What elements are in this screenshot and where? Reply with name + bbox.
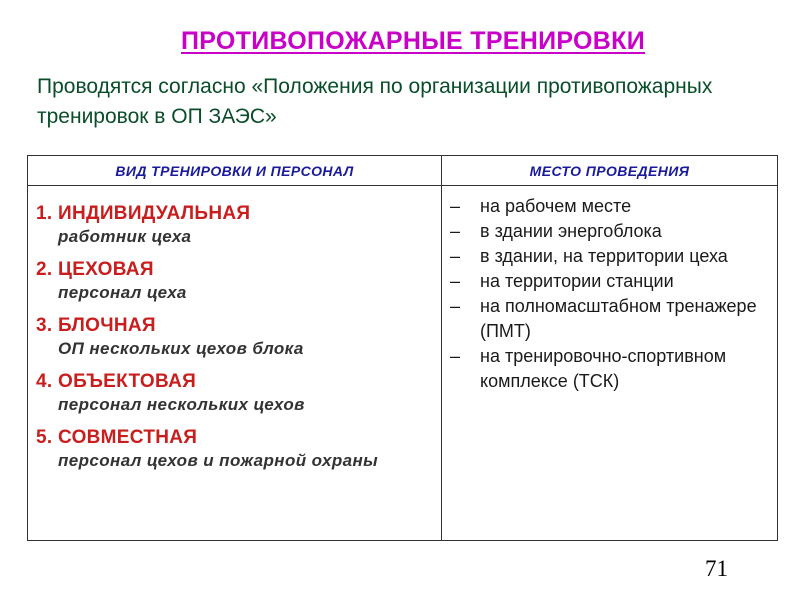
dash-marker: – [450, 346, 461, 366]
place-text: на территории станции [480, 271, 674, 291]
list-item [450, 219, 777, 244]
dash-marker: – [450, 271, 461, 291]
type-staff: персонал цехов и пожарной охраны [58, 451, 379, 470]
dash-marker: – [450, 296, 461, 316]
table-header-row [28, 156, 778, 186]
header-type: ВИД ТРЕНИРОВКИ И ПЕРСОНАЛ [28, 156, 442, 186]
place-text: на рабочем месте [480, 196, 632, 216]
type-staff: ОП нескольких цехов блока [58, 339, 304, 358]
dash-marker: – [450, 196, 461, 216]
dash-marker: – [450, 221, 461, 241]
types-cell [28, 186, 442, 541]
places-cell [442, 186, 778, 541]
type-staff: персонал цеха [58, 283, 187, 302]
header-place: МЕСТО ПРОВЕДЕНИЯ [442, 156, 778, 186]
type-name: 5. СОВМЕСТНАЯ [36, 427, 198, 448]
types-list [28, 186, 441, 472]
place-text: в здании, на территории цеха [480, 246, 728, 266]
place-text: на полномасштабном тренажере (ПМТ) [480, 296, 757, 341]
list-item [450, 244, 777, 269]
page-number: 71 [705, 556, 728, 581]
training-table [27, 155, 778, 541]
list-item [450, 194, 777, 219]
type-name: 1. ИНДИВИДУАЛЬНАЯ [36, 203, 251, 224]
list-item [36, 202, 441, 248]
list-item [450, 294, 777, 344]
list-item [450, 269, 777, 294]
list-item [36, 314, 441, 360]
type-staff: работник цеха [58, 227, 192, 246]
list-item [36, 258, 441, 304]
places-list [442, 186, 777, 394]
list-item [450, 344, 777, 394]
dash-marker: – [450, 246, 461, 266]
list-item [36, 426, 441, 472]
place-text: на тренировочно-спортивном комплексе (ТСК) [480, 346, 727, 391]
type-staff: персонал нескольких цехов [58, 395, 305, 414]
type-name: 3. БЛОЧНАЯ [36, 315, 156, 336]
place-text: в здании энергоблока [480, 221, 662, 241]
list-item [36, 370, 441, 416]
type-name: 2. ЦЕХОВАЯ [36, 259, 154, 280]
page-title: ПРОТИВОПОЖАРНЫЕ ТРЕНИРОВКИ [181, 27, 645, 55]
type-name: 4. ОБЪЕКТОВАЯ [36, 371, 197, 392]
table-body-row [28, 186, 778, 541]
subtitle: Проводятся согласно «Положения по организации противопожарных тренировок в ОП ЗАЭС» [37, 75, 713, 128]
